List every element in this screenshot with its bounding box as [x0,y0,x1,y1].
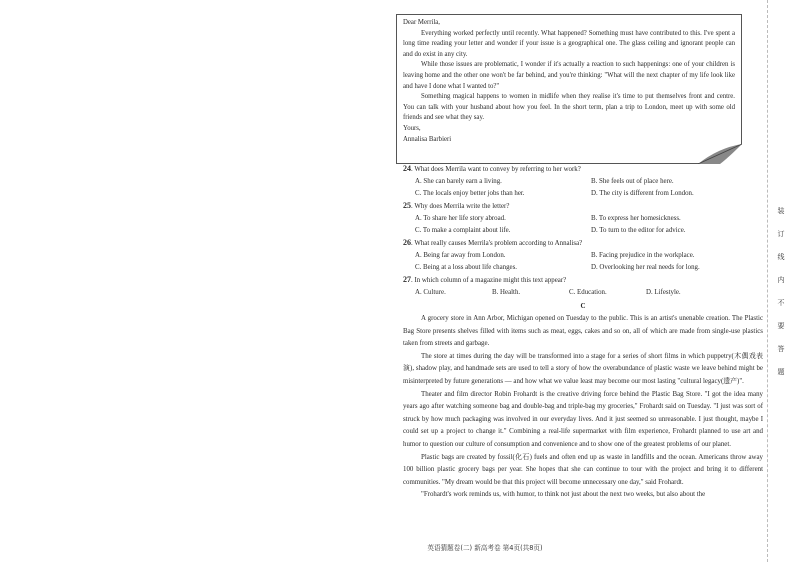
questions-section [403,163,763,502]
letter-box [396,14,742,164]
option: B. Facing prejudice in the workplace. [591,252,695,259]
question-27: 27. In which column of a magazine might this text appear? A. Culture. B. Health. C. Education. D. Lifestyle. [403,274,763,299]
binding-line [767,0,769,562]
passage-paragraph: The store at times during the day will be transformed into a stage for a series of short films in which puppetry(木偶戏表演), shadow play, and handmade sets are used to tell a story of how the overabundance of plastic waste we leave behind might be misinterpreted by future generations — and how what we value least may become our most lasting "cultural legacy(遗产)". [403,352,763,385]
letter-paragraph-2: While those issues are problematic, I wonder if it's actually a reaction to such happenings: one of your children is leaving home and the other one won't be far behind, and you're thinking: "What will the next chapter of my life look like and have I done what I wanted to?" [403,61,735,90]
option: D. To turn to the editor for advice. [591,227,686,234]
section-heading: C [580,302,586,310]
question-25: 25. Why does Merrila write the letter? A. To share her life story abroad. B. To express her homesickness. C. To make a complaint about life. D. To turn to the editor for advice. [403,200,763,237]
option: C. Being at a loss about life changes. [415,264,517,271]
option: B. To express her homesickness. [591,215,681,222]
page-footer: 英语猜题卷(二) 新高考卷 第4页(共8页) [427,544,543,552]
binding-instruction: 装 订 线 内 不 要 答 题 [777,207,785,376]
question-26: 26. What really causes Merrila's problem according to Annalisa? A. Being far away from London. B. Facing prejudice in the workplace. C. Being at a loss about life changes. D. Overlooking her real needs for long. [403,237,763,274]
letter-salutation: Dear Merrila, [403,19,440,26]
passage-paragraph: Theater and film director Robin Frohardt is the creative driving force behind the Plastic Bag Store. "I got the idea many years ago after watching someone bag and double-bag and triple-bag my groceries," Frohardt said on Tuesday. "I just was sort of struck by how much packaging was involved in our everyday lives. And it just seemed so unreasonable. I just thought, maybe I could set up a project to change it." Combining a real-life supermarket with film experience, Frohardt planned to use art and humor to question our culture of consumption and convenience and to show one of the greatest problems of our planet. [403,390,763,448]
option: A. Culture. [415,289,446,296]
passage-paragraph: Plastic bags are created by fossil(化石) fuels and often end up as waste in landfills and the ocean. Americans throw away 100 billion plastic grocery bags per year. She hopes that she can continue to tour with the project and bring it to different communities. "My dream would be that this project will become unnecessary one day," said Frohardt. [403,453,763,486]
option: B. She feels out of place here. [591,178,674,185]
question-24: 24. What does Merrila want to convey by referring to her work? A. She can barely earn a living. B. She feels out of place here. C. The locals enjoy better jobs than her. D. The city is different from London. [403,163,763,200]
option: A. She can barely earn a living. [415,178,502,185]
option: C. Education. [569,289,607,296]
letter-paragraph-3: Something magical happens to women in midlife when they realise it's time to put themselves front and centre. You can talk with your husband about how you feel. In the short term, plan a trip to London, meet up with some old friends and see what they say. [403,93,735,122]
option: D. Lifestyle. [646,289,681,296]
option: B. Health. [492,289,521,296]
option: A. Being far away from London. [415,252,506,259]
option: A. To share her life story abroad. [415,215,506,222]
passage-c [403,313,763,502]
letter-paragraph-1: Everything worked perfectly until recently. What happened? Something must have contributed to this. I've spent a long time reading your letter and wonder if your issue is a geographical one. The glass ceiling and ignorant people can and do exist in any city. [403,29,735,58]
letter-closing: Yours, [403,124,421,132]
letter-signature: Annalisa Barbieri [403,135,452,143]
passage-paragraph: A grocery store in Ann Arbor, Michigan opened on Tuesday to the public. This is an artist's unenable creation. The Plastic Bag Store presents shelves filled with items such as meat, eggs, cakes and so on, all of which are made from single-use plastics taken from streets and garbage. [403,315,763,348]
option: C. The locals enjoy better jobs than her. [415,190,525,197]
page-curl-icon [698,144,742,164]
option: D. Overlooking her real needs for long. [591,264,700,271]
passage-paragraph: "Frohardt's work reminds us, with humor, to think not just about the next two weeks, but also about the [421,491,706,499]
option: C. To make a complaint about life. [415,227,511,234]
option: D. The city is different from London. [591,190,694,197]
